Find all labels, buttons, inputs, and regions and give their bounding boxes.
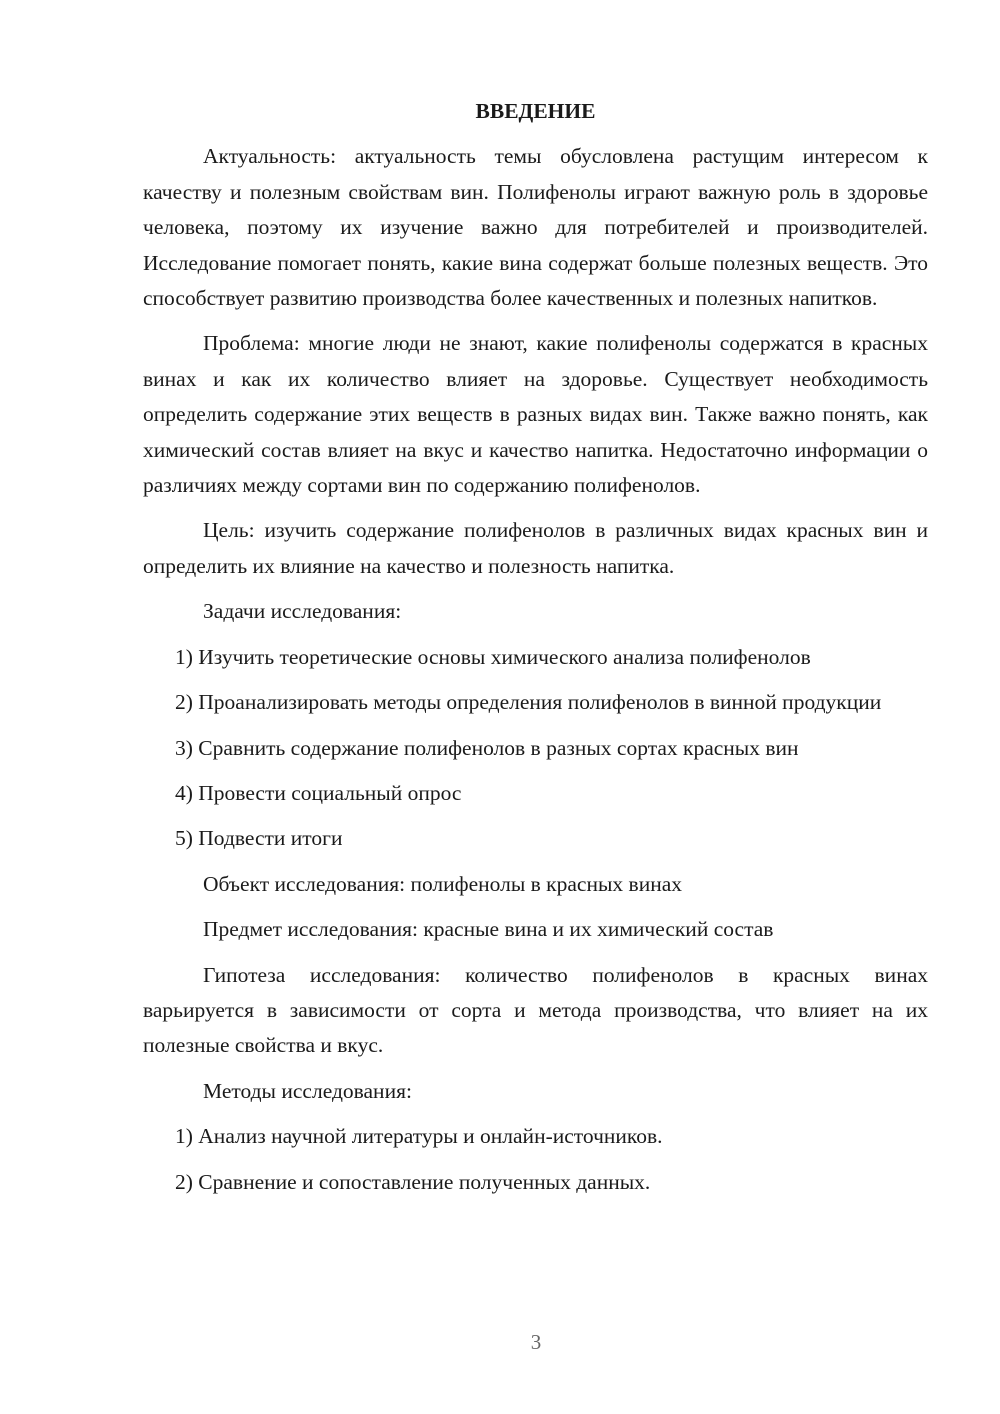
paragraph-goal: Цель: изучить содержание полифенолов в различных видах красных вин и определить их влияние на качество и полезность напитка. [143,518,928,578]
paragraph-hypothesis: Гипотеза исследования: количество полифенолов в красных винах варьируется в зависимости от сорта и метода производства, что влияет на их полезные свойства и вкус. [143,962,928,1058]
method-item: 1) Анализ научной литературы и онлайн-источников. [175,1124,663,1149]
paragraph-subject: Предмет исследования: красные вина и их химический состав [203,917,774,942]
document-page [143,94,928,1210]
methods-list [143,1119,928,1200]
page-number: 3 [530,1330,542,1354]
task-item: 4) Провести социальный опрос [175,780,462,805]
paragraph-object: Объект исследования: полифенолы в красных винах [203,871,682,896]
paragraph-methods-title: Методы исследования: [203,1078,412,1103]
task-item: 1) Изучить теоретические основы химического анализа полифенолов [175,644,811,669]
paragraph-relevance: Актуальность: актуальность темы обусловлена растущим интересом к качеству и полезным свойствам вин. Полифенолы играют важную роль в здоровье человека, поэтому их изучение важно для потребителей и производителей. Исследование помогает понять, какие вина содержат больше полезных веществ. Это способствует развитию производства более качественных и полезных напитков. [143,144,928,311]
tasks-list [143,640,928,857]
paragraph-problem: Проблема: многие люди не знают, какие полифенолы содержатся в красных винах и как их количество влияет на здоровье. Существует необходимость определить содержание этих веществ в разных видах вин. Также важно понять, как химический состав влияет на вкус и качество напитка. Недостаточно информации о различиях между сортами вин по содержанию полифенолов. [143,331,928,498]
task-item: 5) Подвести итоги [175,826,343,851]
task-item: 2) Проанализировать методы определения полифенолов в винной продукции [175,690,882,715]
paragraph-tasks-title: Задачи исследования: [203,599,402,624]
section-heading: ВВЕДЕНИЕ [475,99,596,123]
method-item: 2) Сравнение и сопоставление полученных данных. [175,1169,651,1194]
task-item: 3) Сравнить содержание полифенолов в разных сортах красных вин [175,735,799,760]
